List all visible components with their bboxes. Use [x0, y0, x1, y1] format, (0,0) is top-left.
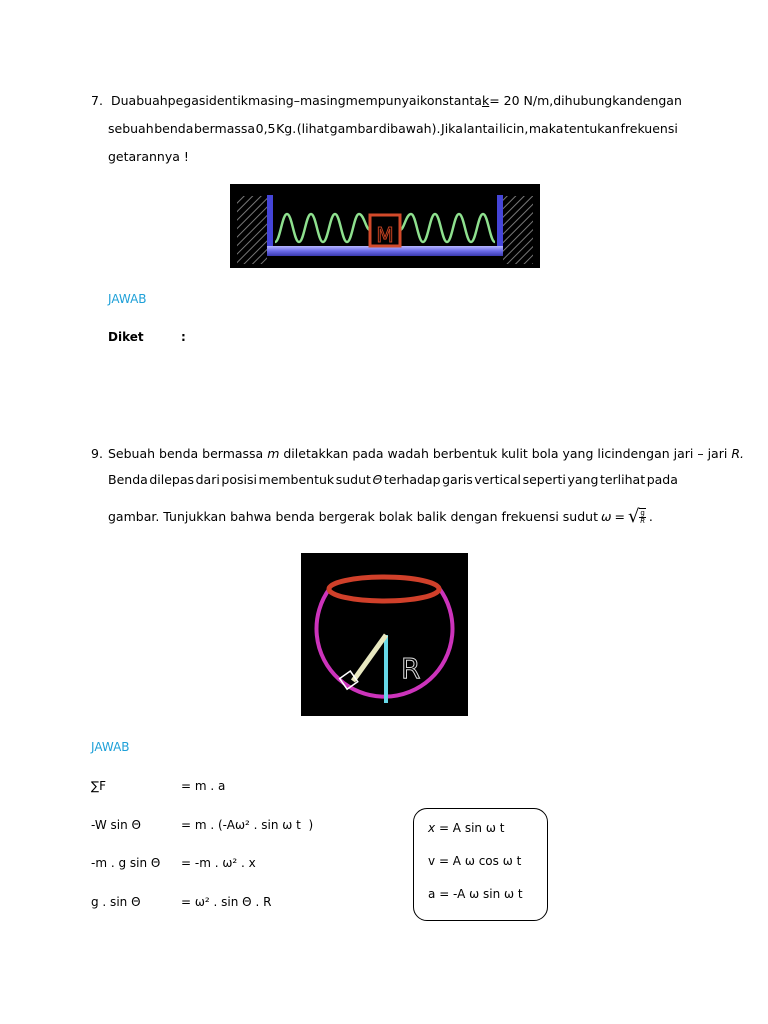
g-over-r-fraction: $\frac{g}{R}$	[640, 509, 646, 525]
question-7-line-1: Dua buah pegas identik masing – masing mempunyai konstanta k = 20 N/m, dihubungkan dengan	[111, 93, 682, 108]
question-9-line-2: Benda dilepas dari posisi membentuk sudut Θ terhadap garis vertical seperti yang terlihat pada	[108, 472, 678, 487]
eq-2-right: = m . (-Aω² . sin ω t )	[181, 818, 314, 832]
eq-4-right: = ω² . sin Θ . R	[181, 895, 272, 909]
left-wall	[237, 196, 267, 264]
question-7-line-2: sebuah benda bermassa 0,5 Kg. (lihat gambar dibawah). Jika lantai licin, maka tentukan frekuensi	[108, 121, 678, 136]
spring-mass-figure	[230, 184, 540, 268]
mass-label: M	[376, 223, 394, 247]
kinematics-box	[413, 808, 548, 921]
eq-4-left: g . sin Θ	[91, 895, 141, 909]
question-9-line-1: Sebuah benda bermassa m diletakkan pada wadah berbentuk kulit bola yang licindengan jari – jari R.	[108, 446, 744, 461]
eq-3-right: = -m . ω² . x	[181, 856, 256, 870]
box-row-x: x = A sin ω t	[428, 821, 505, 835]
right-wall	[503, 196, 533, 264]
box-row-v: v = A ω cos ω t	[428, 854, 522, 868]
radius-symbol: R.	[731, 446, 744, 461]
box-row-a: a = -A ω sin ω t	[428, 887, 523, 901]
mass-symbol: m	[267, 446, 280, 461]
radius-label: R	[401, 652, 421, 685]
question-9-number: 9.	[91, 446, 103, 461]
question-9-line-3: gambar. Tunjukkan bahwa benda bergerak bolak balik dengan frekuensi sudut ω = √ $\frac{g}{R}$ .	[108, 506, 653, 527]
q9-jawab-heading: JAWAB	[91, 740, 130, 754]
eq-2-left: -W sin Θ	[91, 818, 141, 832]
eq-3-left: -m . g sin Θ	[91, 856, 161, 870]
question-7-number: 7.	[91, 93, 103, 108]
bowl-figure	[301, 553, 468, 716]
diket-colon: :	[181, 330, 186, 344]
diket-label: Diket	[108, 330, 144, 344]
eq-1-left: ∑F	[91, 779, 106, 793]
sqrt-g-over-r: √ $\frac{g}{R}$	[627, 506, 646, 527]
spherical-bowl-diagram	[301, 553, 468, 716]
theta-symbol: Θ	[372, 472, 383, 487]
spring-mass-diagram	[230, 184, 540, 268]
q7-jawab-heading: JAWAB	[108, 292, 147, 306]
omega-symbol: ω	[600, 508, 612, 524]
eq-1-right: = m . a	[181, 779, 226, 793]
k-symbol: k	[481, 93, 490, 108]
question-7-line-3: getarannya !	[108, 149, 189, 164]
